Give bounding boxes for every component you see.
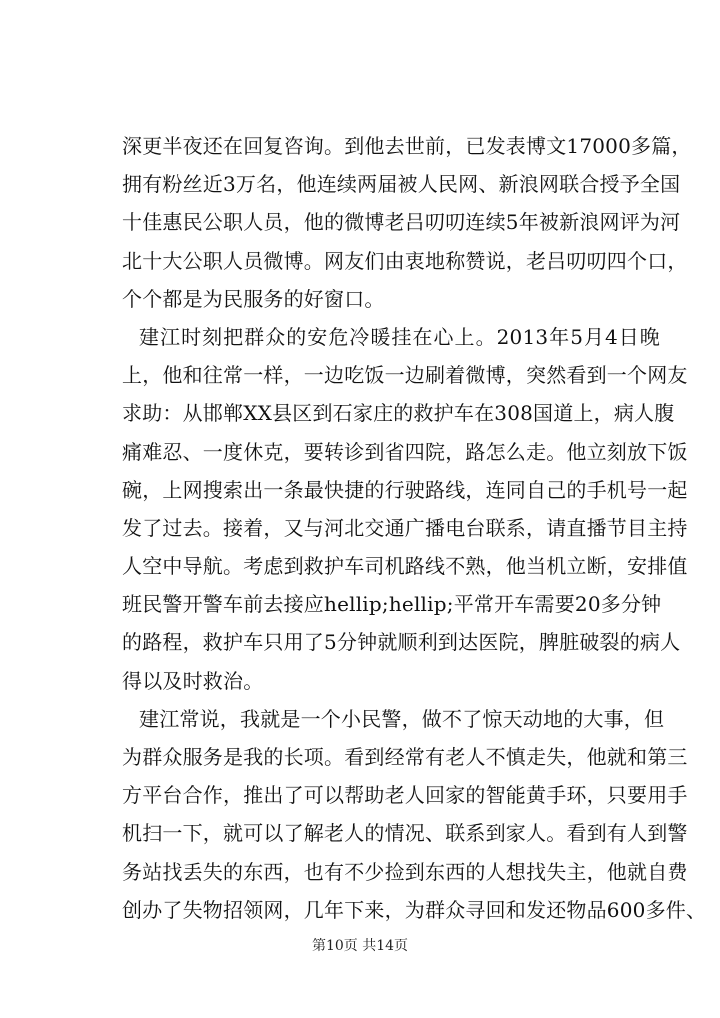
text-line: 班民警开警车前去接应hellip;hellip;平常开车需要20多分钟 — [122, 592, 662, 617]
text-line: 创办了失物招领网，几年下来，为群众寻回和发还物品600多件、 — [122, 897, 707, 922]
paragraph-3 — [122, 700, 707, 929]
text-line: 上，他和往常一样，一边吃饭一边刷着微博，突然看到一个网友 — [122, 363, 688, 388]
text-line: 人空中导航。考虑到救护车司机路线不熟，他当机立断，安排值 — [122, 554, 688, 579]
text-line: 个个都是为民服务的好窗口。 — [122, 286, 385, 311]
page-number-footer: 第10页 共14页 — [311, 938, 409, 954]
text-line: 的路程，救护车只用了5分钟就顺利到达医院，脾脏破裂的病人 — [122, 630, 681, 655]
text-line: 为群众服务是我的长项。看到经常有老人不慎走失，他就和第三 — [122, 745, 688, 769]
paragraph-1 — [122, 127, 692, 318]
text-line: 十佳惠民公职人员，他的微博老吕叨叨连续5年被新浪网评为河 — [122, 210, 681, 235]
text-line: 北十大公职人员微博。网友们由衷地称赞说，老吕叨叨四个口， — [122, 248, 688, 273]
text-line: 建江常说，我就是一个小民警，做不了惊天动地的大事，但 — [139, 706, 665, 731]
text-line: 深更半夜还在回复咨询。到他去世前，已发表博文17000多篇， — [122, 134, 692, 158]
text-line: 碗，上网搜索出一条最快捷的行驶路线，连同自己的手机号一起 — [122, 477, 688, 502]
text-line: 发了过去。接着，又与河北交通广播电台联系，请直播节目主持 — [122, 515, 688, 540]
text-line: 拥有粉丝近3万名，他连续两届被人民网、新浪网联合授予全国 — [122, 172, 681, 197]
body-text — [122, 127, 707, 929]
text-line: 方平台合作，推出了可以帮助老人回家的智能黄手环，只要用手 — [122, 783, 688, 808]
text-line: 求助：从邯郸XX县区到石家庄的救护车在308国道上，病人腹 — [122, 401, 675, 426]
text-line: 痛难忍、一度休克，要转诊到省四院，路怎么走。他立刻放下饭 — [122, 439, 688, 464]
text-line: 建江时刻把群众的安危冷暖挂在心上。2013年5月4日晚 — [139, 324, 660, 349]
paragraph-2 — [122, 318, 688, 700]
text-line: 务站找丢失的东西，也有不少捡到东西的人想找失主，他就自费 — [122, 859, 688, 884]
text-line: 机扫一下，就可以了解老人的情况、联系到家人。看到有人到警 — [122, 821, 688, 846]
text-line: 得以及时救治。 — [122, 668, 264, 693]
